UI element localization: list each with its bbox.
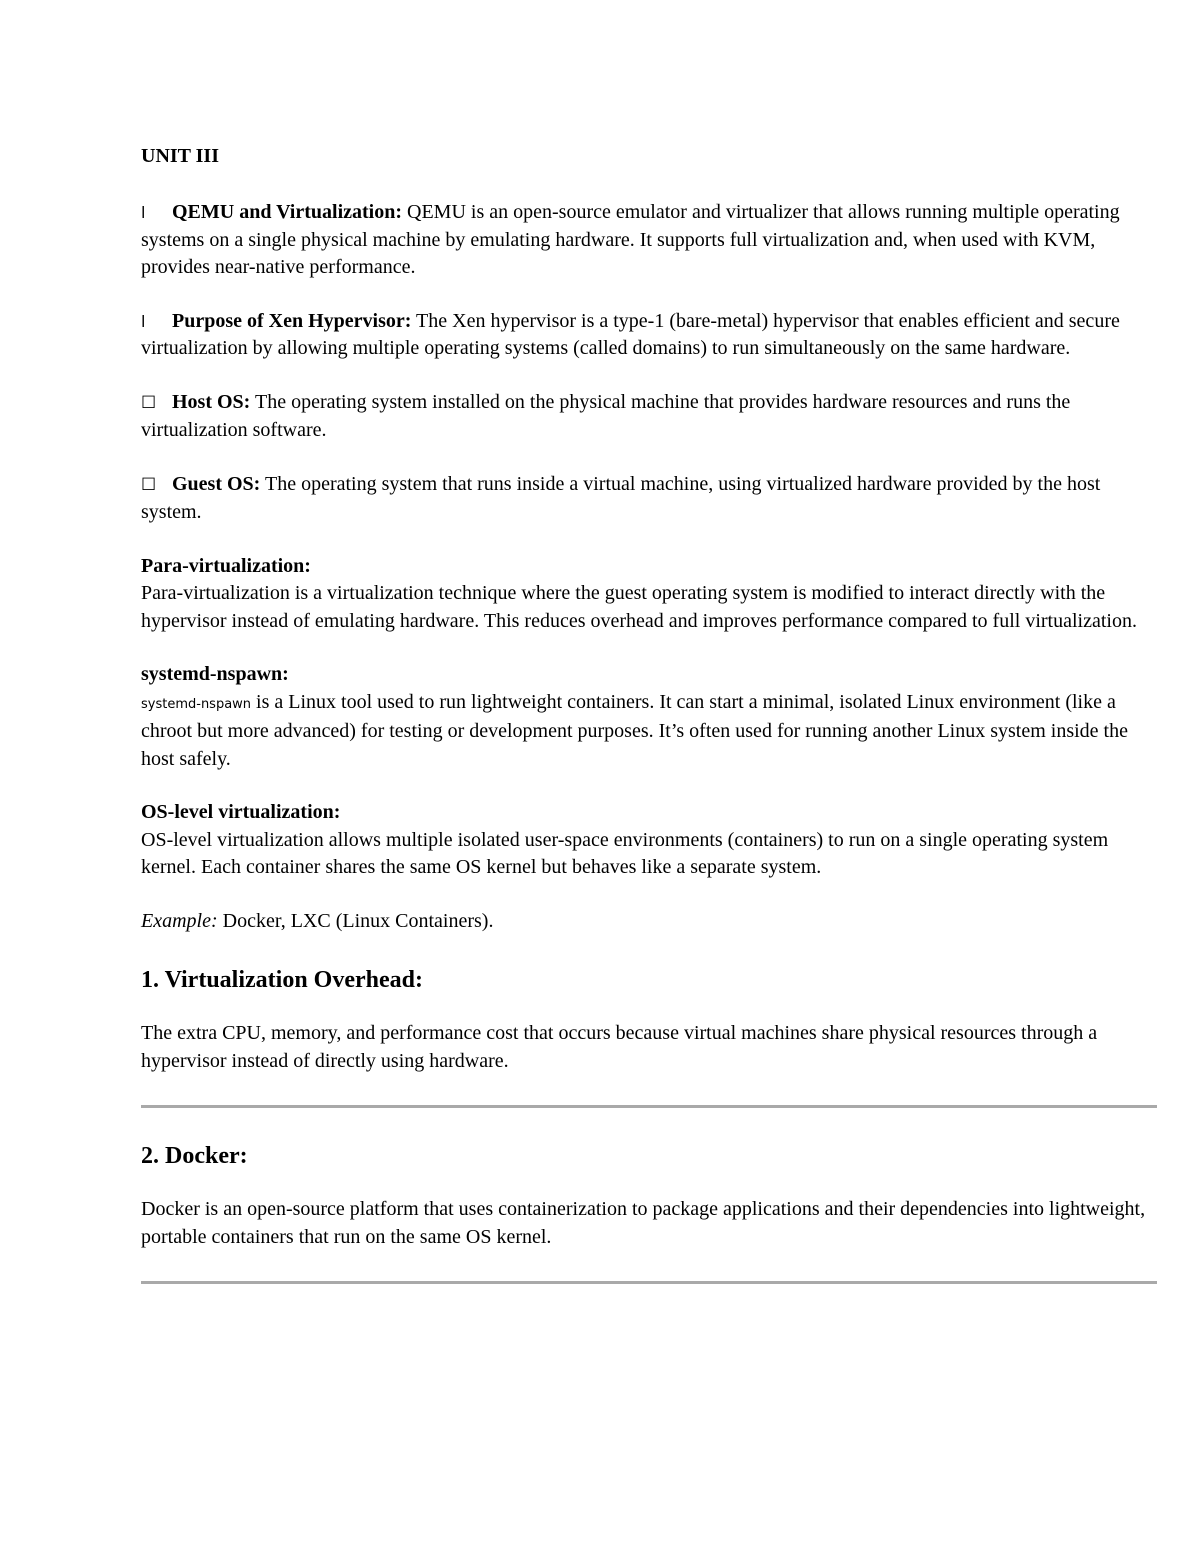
example-line: [141, 908, 1157, 936]
example-label: Example:: [141, 909, 218, 932]
bullet-term: Guest OS:: [172, 472, 261, 495]
bullet-marker-icon: l: [141, 203, 146, 222]
systemd-nspawn-code: systemd-nspawn: [141, 696, 252, 712]
section-text-overhead: The extra CPU, memory, and performance cost that occurs because virtual machines share physical resources through a hypervisor instead of directly using hardware.: [141, 1022, 1098, 1072]
bullet-text: QEMU is an open-source emulator and virtualizer that allows running multiple operating systems on a single physical machine by emulating hardware. It supports full virtualization and, when used with KVM, provides near-native performance.: [141, 201, 1120, 278]
checkbox-icon: ☐: [141, 392, 157, 413]
checkbox-icon: ☐: [141, 474, 157, 495]
example-text: Docker, LXC (Linux Containers).: [217, 909, 494, 932]
section-heading-docker: 2. Docker:: [141, 1143, 248, 1169]
document-page: [141, 143, 1157, 1317]
bullet-term: Host OS:: [172, 390, 251, 413]
bullet-marker-icon: l: [141, 311, 146, 331]
bullet-term: Purpose of Xen Hypervisor:: [172, 309, 412, 332]
bullet-text: The operating system installed on the physical machine that provides hardware resources and runs the virtualization software.: [141, 390, 1071, 441]
para-virtualization-heading: Para-virtualization:: [141, 554, 311, 577]
bullet-qemu: [141, 199, 1157, 282]
bullet-text: The Xen hypervisor is a type-1 (bare-metal) hypervisor that enables efficient and secure virtualization by allowing multiple operating systems (called domains) to run simultaneously on the same hardware.: [141, 309, 1120, 359]
os-level-heading: OS-level virtualization:: [141, 801, 341, 823]
bullet-text: The operating system that runs inside a virtual machine, using virtualized hardware provided by the host system.: [141, 472, 1101, 523]
horizontal-rule: [141, 1281, 1157, 1284]
section-heading-overhead: 1. Virtualization Overhead:: [141, 967, 423, 993]
para-virtualization-text: Para-virtualization is a virtualization technique where the guest operating system is modified to interact directly with the hypervisor instead of emulating hardware. This reduces overhead and improves performance compared to full virtualization.: [141, 582, 1137, 632]
section-text-docker: Docker is an open-source platform that uses containerization to package applications and their dependencies into lightweight, portable containers that run on the same OS kernel.: [141, 1198, 1146, 1248]
bullet-xen: [141, 308, 1157, 363]
systemd-nspawn-block: [141, 661, 1157, 773]
horizontal-rule: [141, 1105, 1157, 1108]
bullet-guest-os: [141, 471, 1157, 527]
unit-title: UNIT III: [141, 145, 219, 167]
bullet-term: QEMU and Virtualization:: [172, 201, 403, 223]
os-level-text: OS-level virtualization allows multiple isolated user-space environments (containers) to run on a single operating system kernel. Each container shares the same OS kernel but behaves like a separate system.: [141, 828, 1109, 878]
bullet-host-os: [141, 389, 1157, 445]
systemd-nspawn-text: is a Linux tool used to run lightweight containers. It can start a minimal, isolated Linux environment (like a chroot but more advanced) for testing or development purposes. It’s often used for running another Linux system inside the host safely.: [141, 690, 1128, 770]
systemd-nspawn-heading: systemd-nspawn:: [141, 663, 289, 685]
os-level-block: [141, 799, 1157, 882]
para-virtualization-block: [141, 553, 1157, 636]
